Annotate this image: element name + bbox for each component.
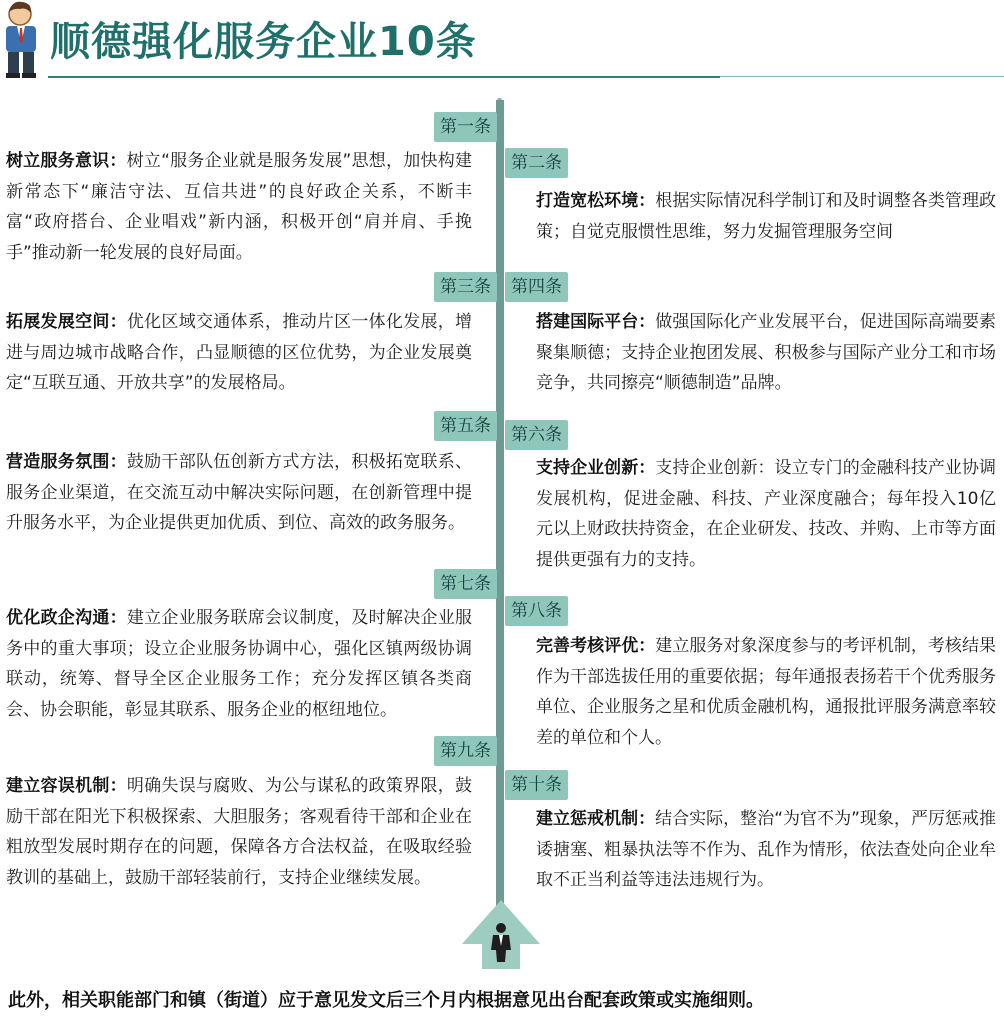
item-6-body: 支持企业创新：设立专门的金融科技产业协调发展机构，促进金融、科技、产业深度融合；每年投入10亿元以上财政扶持资金，在企业研发、技改、并购、上市等方面提供更强有力的支持。 — [536, 458, 997, 570]
tag-item-2: 第二条 — [505, 148, 568, 178]
item-3-body: 优化区域交通体系，推动片区一体化发展，增进与周边城市战略合作，凸显顺德的区位优势，为企业发展奠定“互联互通、开放共享”的发展格局。 — [6, 312, 473, 393]
item-8-body: 建立服务对象深度参与的考评机制，考核结果作为干部选拔任用的重要依据；每年通报表扬若干个优秀服务单位、企业服务之星和优质金融机构，通报批评服务满意率较差的单位和个人。 — [536, 636, 997, 748]
item-2-heading: 打造宽松环境： — [536, 191, 656, 211]
tag-item-10: 第十条 — [505, 770, 568, 800]
person-icon — [488, 922, 514, 964]
timeline-bar — [496, 100, 504, 918]
item-3-heading: 拓展发展空间： — [6, 312, 127, 332]
item-1-heading: 树立服务意识： — [6, 151, 127, 171]
item-6-text — [536, 453, 996, 575]
footer-note: 此外，相关职能部门和镇（街道）应于意见发文后三个月内根据意见出台配套政策或实施细则。 — [8, 990, 764, 1011]
item-4-body: 做强国际化产业发展平台，促进国际高端要素聚集顺德；支持企业抱团发展、积极参与国际产业分工和市场竞争，共同擦亮“顺德制造”品牌。 — [536, 312, 997, 393]
item-5-heading: 营造服务氛围： — [6, 452, 127, 472]
page-title: 顺德强化服务企业10条 — [50, 19, 477, 65]
item-3-text — [6, 307, 472, 399]
item-8-heading: 完善考核评优： — [536, 636, 656, 656]
tag-item-6: 第六条 — [505, 420, 568, 450]
tag-item-3: 第三条 — [434, 272, 497, 302]
item-9-text — [6, 771, 472, 893]
tag-item-9: 第九条 — [434, 736, 497, 766]
item-8-text — [536, 631, 996, 753]
item-10-heading: 建立惩戒机制： — [536, 809, 656, 829]
item-4-heading: 搭建国际平台： — [536, 312, 656, 332]
item-2-text — [536, 186, 996, 247]
item-9-heading: 建立容误机制： — [6, 776, 127, 796]
item-7-text — [6, 603, 472, 725]
tag-item-1: 第一条 — [434, 112, 497, 142]
tag-item-8: 第八条 — [505, 596, 568, 626]
tag-item-4: 第四条 — [505, 272, 568, 302]
item-10-text — [536, 804, 996, 896]
item-5-body: 鼓励干部队伍创新方式方法，积极拓宽联系、服务企业渠道，在交流互动中解决实际问题，在创新管理中提升服务水平，为企业提供更加优质、到位、高效的政务服务。 — [6, 452, 473, 533]
tag-item-5: 第五条 — [434, 411, 497, 441]
item-10-body: 结合实际，整治“为官不为”现象，严厉惩戒推诿搪塞、粗暴执法等不作为、乱作为情形，依法查处向企业牟取不正当利益等违法违规行为。 — [536, 809, 997, 890]
tag-item-7: 第七条 — [434, 569, 497, 599]
header-divider — [720, 76, 1004, 77]
item-9-body: 明确失误与腐败、为公与谋私的政策界限，鼓励干部在阳光下积极探索、大胆服务；客观看待干部和企业在粗放型发展时期存在的问题，保障各方合法权益，在吸取经验教训的基础上，鼓励干部轻装前行，支持企业继续发展。 — [6, 776, 473, 888]
item-1-body: 树立“服务企业就是服务发展”思想，加快构建新常态下“廉洁守法、互信共进”的良好政企关系，不断丰富“政府搭台、企业唱戏”新内涵，积极开创“肩并肩、手挽手”推动新一轮发展的良好局面。 — [6, 151, 472, 263]
item-7-heading: 优化政企沟通： — [6, 608, 127, 628]
item-6-heading: 支持企业创新： — [536, 458, 656, 478]
item-1-text — [6, 146, 472, 268]
item-5-text — [6, 447, 472, 539]
item-7-body: 建立企业服务联席会议制度，及时解决企业服务中的重大事项；设立企业服务协调中心，强化区镇两级协调联动，统筹、督导全区企业服务工作；充分发挥区镇各类商会、协会职能，彰显其联系、服务企业的枢纽地位。 — [6, 608, 473, 720]
title-underline — [48, 76, 720, 78]
businessman-icon — [0, 0, 44, 80]
item-2-body: 根据实际情况科学制订和及时调整各类管理政策；自觉克服惯性思维，努力发掘管理服务空间 — [536, 191, 997, 242]
item-4-text — [536, 307, 996, 399]
